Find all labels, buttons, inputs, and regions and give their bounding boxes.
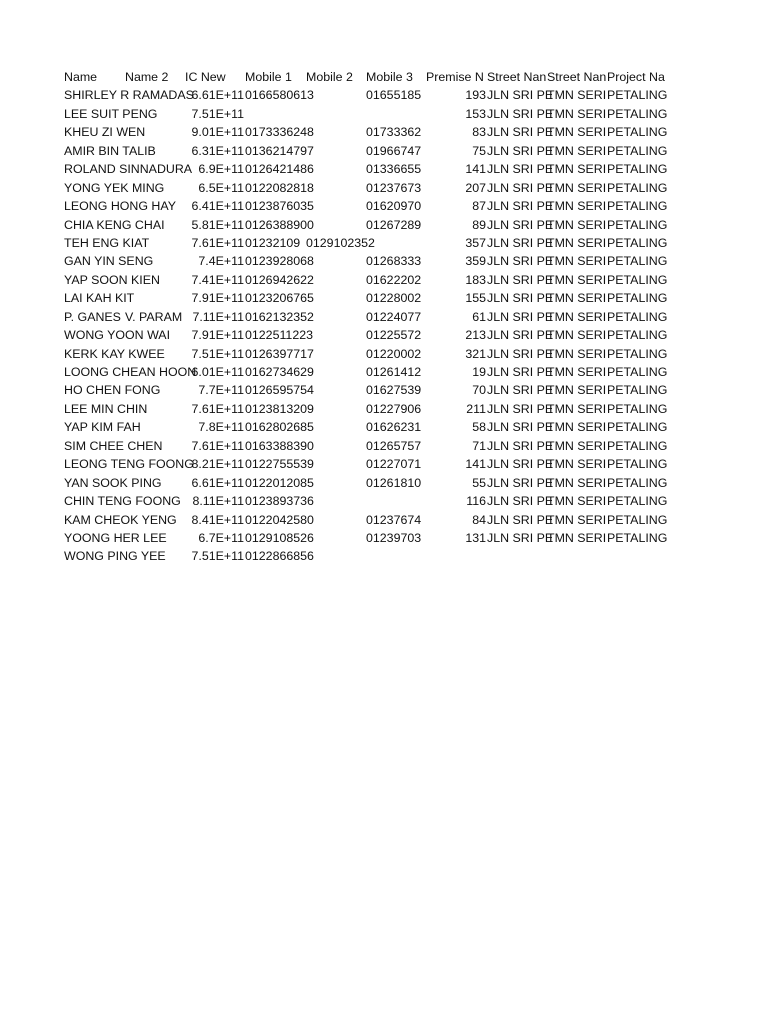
cell-ic-new: 7.11E+11 [192,309,244,324]
cell-street-name-2: TMN SERI [547,494,607,509]
cell-street-name-2: TMN SERI [547,125,607,140]
cell-project-name: PETALING [607,494,668,509]
cell-street-name-2: TMN SERI [547,143,607,158]
cell-premise [426,547,486,565]
cell-mobile-3: 01733362 [366,125,422,140]
cell-ic-new: 7.91E+11 [191,291,244,306]
cell-mobile-1: 0126942622 [245,272,314,287]
header-mobile-2: Mobile 2 [306,70,353,84]
cell-mobile-1: 0129108526 [245,530,314,545]
header-street-name-1: Street Nan [487,70,547,84]
cell-name-2 [125,289,189,307]
cell-street-name-2: TMN SERI [547,420,607,435]
cell-name: LEE MIN CHIN [64,401,148,416]
cell-mobile-3: 01267289 [366,217,422,232]
cell-mobile-3: 01261810 [366,475,422,490]
cell-project-name: PETALING [607,162,668,177]
cell-name-2 [125,123,189,141]
cell-ic-new: 7.51E+11 [191,346,244,361]
cell-premise: 207 [465,180,486,195]
cell-mobile-1: 0162734629 [245,365,314,379]
cell-premise: 131 [465,530,486,545]
cell-name: P. GANES [64,309,121,324]
cell-project-name: PETALING [607,457,668,472]
cell-premise: 87 [472,199,486,214]
cell-mobile-2 [306,160,366,178]
cell-premise: 61 [472,309,486,324]
cell-premise: 183 [465,272,486,287]
cell-name-2 [125,197,189,215]
cell-name: YAP KIM FAH [64,420,141,435]
cell-name-2 [125,418,189,436]
cell-mobile-3: 01227906 [366,401,422,416]
cell-name: LEE SUIT PENG [64,106,158,121]
cell-ic-new: 6.01E+11 [191,365,244,379]
cell-name-2 [125,547,189,565]
cell-premise: 213 [465,328,486,343]
cell-street-name-1: JLN SRI PE [487,512,554,527]
cell-mobile-1: 0122511223 [245,328,313,343]
header-name: Name [64,70,98,84]
cell-street-name-1: JLN SRI PE [487,530,554,545]
cell-mobile-1: 0126595754 [245,383,314,398]
cell-premise: 58 [472,420,486,435]
cell-mobile-1: 0122042580 [245,512,314,527]
cell-street-name-1: JLN SRI PE [487,106,554,121]
table-row [64,381,674,399]
cell-name: HO CHEN FONG [64,383,161,398]
table-row [64,326,674,344]
cell-ic-new: 5.81E+11 [191,217,244,232]
cell-ic-new: 9.01E+11 [191,125,244,140]
cell-ic-new: 7.41E+11 [191,272,244,287]
cell-project-name: PETALING [607,346,668,361]
cell-street-name-2: TMN SERI [547,365,607,379]
cell-mobile-3: 01227071 [366,457,422,472]
cell-premise: 116 [466,494,486,509]
cell-premise: 321 [465,346,486,361]
cell-ic-new: 7.7E+11 [198,383,244,398]
cell-name-2 [125,511,189,529]
cell-project-name: PETALING [607,420,668,435]
cell-project-name: PETALING [607,401,668,416]
cell-mobile-1: 0126421486 [245,162,314,177]
cell-name: CHIA KENG CHAI [64,217,165,232]
cell-mobile-3: 01220002 [366,346,422,361]
cell-name-2 [125,474,189,492]
header-ic-new: IC New [185,70,226,84]
cell-mobile-2 [306,455,366,473]
cell-mobile-1: 0123876035 [245,199,314,214]
cell-name: LOONG CHEAN HOON [64,365,197,379]
cell-street-name-2: TMN SERI [547,199,607,214]
cell-mobile-2 [306,179,366,197]
cell-mobile-1: 0126397717 [245,346,314,361]
cell-street-name-2: TMN SERI [547,475,607,490]
header-mobile-3: Mobile 3 [366,70,413,84]
cell-premise: 357 [465,235,486,250]
cell-mobile-1: 0123813209 [245,401,314,416]
cell-mobile-3: 01336655 [366,162,422,177]
cell-premise: 75 [472,143,486,158]
cell-street-name-1: JLN SRI PE [487,88,554,103]
header-mobile-1: Mobile 1 [245,70,292,84]
cell-street-name-1: JLN SRI PE [487,291,554,306]
cell-street-name-2: TMN SERI [547,254,607,269]
cell-mobile-2 [306,437,366,455]
cell-mobile-1: 0122755539 [245,457,314,472]
cell-mobile-2 [306,142,366,160]
cell-mobile-1: 0136214797 [245,143,314,158]
cell-street-name-1 [487,547,547,565]
cell-street-name-2: TMN SERI [547,217,607,232]
cell-mobile-3: 01265757 [366,438,422,453]
header-project-name: Project Na [607,70,665,84]
cell-mobile-3: 01225572 [366,328,422,343]
table-row [64,105,674,123]
cell-name: CHIN TENG FOONG [64,494,181,509]
cell-street-name-2: TMN SERI [547,401,607,416]
table-row [64,400,674,418]
cell-name: TEH ENG KIAT [64,235,150,250]
cell-name-2 [125,529,189,547]
cell-mobile-3: 01228002 [366,291,422,306]
cell-premise: 193 [465,88,486,103]
cell-mobile-3: 01261412 [366,365,422,379]
cell-project-name [607,547,670,565]
table-row [64,289,674,307]
cell-name-2 [125,252,189,270]
cell-project-name: PETALING [607,512,668,527]
cell-street-name-1: JLN SRI PE [487,401,554,416]
table-row [64,252,674,270]
cell-premise: 153 [465,106,486,121]
cell-name-2 [125,86,189,104]
cell-mobile-3: 01966747 [366,143,422,158]
cell-name-2 [125,234,189,252]
cell-name-2 [125,363,189,381]
cell-premise: 19 [472,365,486,379]
cell-street-name-2: TMN SERI [547,383,607,398]
cell-street-name-1: JLN SRI PE [487,180,554,195]
cell-street-name-2: TMN SERI [547,346,607,361]
cell-name-2 [125,492,189,510]
cell-mobile-2 [306,308,366,326]
table-row [64,86,674,104]
cell-ic-new: 7.61E+11 [191,401,244,416]
table-row [64,216,674,234]
header-street-name-2: Street Nan [547,70,607,84]
cell-premise: 141 [465,162,486,177]
cell-mobile-3: 01622202 [366,272,422,287]
cell-mobile-2 [306,105,366,123]
cell-name: KAM CHEOK YENG [64,512,177,527]
cell-street-name-2: TMN SERI [547,291,607,306]
cell-mobile-2 [306,326,366,344]
cell-street-name-1: JLN SRI PE [487,346,554,361]
cell-name: AMIR BIN TALIB [64,143,156,158]
cell-mobile-1: 0162132352 [245,309,314,324]
cell-mobile-2 [306,474,366,492]
cell-street-name-1: JLN SRI PE [487,309,554,324]
cell-mobile-3: 01620970 [366,199,422,214]
cell-name-2 [125,271,189,289]
cell-ic-new: 8.11E+11 [192,494,244,509]
table-row [64,529,674,547]
cell-mobile-1: 0123206765 [245,291,314,306]
cell-name: YOONG HER LEE [64,530,167,545]
cell-street-name-1: JLN SRI PE [487,143,554,158]
cell-premise: 141 [465,457,486,472]
cell-mobile-3 [366,547,426,565]
cell-mobile-2 [306,86,366,104]
cell-street-name-1: JLN SRI PE [487,494,554,509]
cell-street-name-1: JLN SRI PE [487,420,554,435]
cell-ic-new: 7.61E+11 [191,235,244,250]
cell-project-name: PETALING [607,254,668,269]
cell-mobile-3 [366,492,426,510]
cell-project-name: PETALING [607,309,668,324]
table-row [64,271,674,289]
cell-street-name-1: JLN SRI PE [487,199,554,214]
cell-street-name-1: JLN SRI PE [487,365,554,379]
cell-project-name: PETALING [607,438,668,453]
cell-name: ROLAND SINNADURA [64,162,193,177]
cell-project-name: PETALING [607,475,668,490]
header-row [64,68,674,86]
cell-mobile-1: 0122082818 [245,180,314,195]
cell-ic-new: 8.41E+11 [191,512,244,527]
cell-premise: 55 [472,475,486,490]
cell-street-name-2: TMN SERI [547,180,607,195]
cell-mobile-1: 0162802685 [245,420,314,435]
cell-ic-new: 6.31E+11 [191,143,244,158]
cell-mobile-3: 01237674 [366,512,422,527]
cell-project-name: PETALING [607,217,668,232]
cell-ic-new: 6.5E+11 [198,180,244,195]
cell-name: LEONG TENG FOONG [64,457,194,472]
cell-name-2 [125,142,189,160]
cell-name-2 [125,437,189,455]
cell-project-name: PETALING [607,291,668,306]
cell-mobile-2 [306,271,366,289]
cell-name: YONG YEK MING [64,180,165,195]
cell-name: SHIRLEY R RAMADAS [64,88,194,103]
cell-mobile-3: 01239703 [366,530,422,545]
cell-premise: 359 [465,254,486,269]
cell-mobile-3: 01655185 [366,88,422,103]
cell-mobile-1: 01232109 [245,235,301,250]
cell-ic-new: 6.41E+11 [191,199,244,214]
cell-street-name-1: JLN SRI PE [487,272,554,287]
cell-mobile-2 [306,418,366,436]
cell-name-2 [125,105,189,123]
cell-premise: 70 [472,383,486,398]
cell-name: WONG YOON WAI [64,328,171,343]
cell-street-name-2: TMN SERI [547,530,607,545]
cell-street-name-1: JLN SRI PE [487,217,554,232]
cell-mobile-2 [306,529,366,547]
cell-mobile-1: 0163388390 [245,438,314,453]
cell-mobile-3: 01626231 [366,420,422,435]
cell-street-name-2: TMN SERI [547,438,607,453]
cell-mobile-1: 0126388900 [245,217,314,232]
cell-mobile-1: 0123893736 [245,494,314,509]
cell-project-name: PETALING [607,125,668,140]
cell-ic-new: 7.8E+11 [198,420,244,435]
cell-street-name-1: JLN SRI PE [487,438,554,453]
cell-name: YAP SOON KIEN [64,272,160,287]
table-row [64,160,674,178]
table-row [64,363,674,381]
cell-street-name-2: TMN SERI [547,106,607,121]
cell-name: LEONG HONG HAY [64,199,176,214]
cell-project-name: PETALING [607,106,668,121]
table-row [64,123,674,141]
cell-mobile-1: 0166580613 [245,88,314,103]
cell-street-name-1: JLN SRI PE [487,457,554,472]
cell-project-name: PETALING [607,235,668,250]
cell-project-name: PETALING [607,328,668,343]
cell-name: YAN SOOK PING [64,475,162,490]
cell-street-name-2: TMN SERI [547,457,607,472]
table-row [64,437,674,455]
cell-name-2 [125,345,189,363]
cell-project-name: PETALING [607,199,668,214]
cell-street-name-1: JLN SRI PE [487,125,554,140]
cell-mobile-3: 01224077 [366,309,422,324]
cell-project-name: PETALING [607,143,668,158]
cell-street-name-1: JLN SRI PE [487,475,554,490]
cell-project-name: PETALING [607,530,668,545]
cell-mobile-3: 01237673 [366,180,422,195]
cell-ic-new: 7.91E+11 [191,328,244,343]
cell-mobile-2 [306,363,366,381]
cell-name-2 [125,455,189,473]
cell-name-2: V. PARAM [125,309,183,324]
cell-mobile-2 [306,400,366,418]
table-row [64,511,674,529]
cell-ic-new: 6.61E+11 [191,88,244,103]
cell-street-name-2: TMN SERI [547,235,607,250]
cell-mobile-2 [306,216,366,234]
cell-premise: 155 [465,291,486,306]
cell-mobile-1: 0173336248 [245,125,314,140]
header-premise: Premise N [426,70,484,84]
cell-premise: 211 [466,401,486,416]
cell-mobile-2 [306,123,366,141]
cell-name: KERK KAY KWEE [64,346,165,361]
table-row [64,308,674,326]
cell-premise: 84 [472,512,486,527]
cell-project-name: PETALING [607,88,668,103]
cell-project-name: PETALING [607,180,668,195]
cell-ic-new: 7.51E+11 [191,549,244,564]
table-row [64,197,674,215]
cell-mobile-3: 01627539 [366,383,422,398]
cell-mobile-1: 0122012085 [245,475,314,490]
cell-name: WONG PING YEE [64,549,166,564]
cell-name: KHEU ZI WEN [64,125,146,140]
cell-premise: 89 [472,217,486,232]
cell-name-2 [125,179,189,197]
cell-name-2 [125,326,189,344]
cell-street-name-1: JLN SRI PE [487,162,554,177]
cell-street-name-2: TMN SERI [547,162,607,177]
cell-mobile-2 [306,511,366,529]
cell-mobile-2 [306,289,366,307]
cell-project-name: PETALING [607,383,668,398]
cell-project-name: PETALING [607,272,668,287]
cell-mobile-3: 01268333 [366,254,422,269]
cell-street-name-1: JLN SRI PE [487,328,554,343]
cell-ic-new: 6.7E+11 [198,530,244,545]
cell-ic-new: 8.21E+11 [191,457,244,472]
cell-premise: 71 [472,438,486,453]
cell-street-name-2: TMN SERI [547,309,607,324]
table-row [64,418,674,436]
cell-ic-new: 7.61E+11 [191,438,244,453]
spreadsheet-grid [64,68,674,566]
cell-mobile-2 [306,345,366,363]
cell-mobile-2 [306,197,366,215]
cell-name: LAI KAH KIT [64,291,135,306]
cell-street-name-2: TMN SERI [547,88,607,103]
table-row [64,234,674,252]
cell-ic-new: 7.51E+11 [191,106,244,121]
cell-street-name-1: JLN SRI PE [487,383,554,398]
cell-street-name-1: JLN SRI PE [487,254,554,269]
cell-mobile-2 [306,381,366,399]
table-row [64,492,674,510]
cell-mobile-2 [306,252,366,270]
table-row [64,455,674,473]
cell-street-name-1: JLN SRI PE [487,235,554,250]
cell-name-2 [125,216,189,234]
cell-name: GAN YIN SENG [64,254,154,269]
cell-mobile-2: 0129102352 [306,235,375,250]
cell-street-name-2: TMN SERI [547,272,607,287]
cell-name-2 [125,400,189,418]
cell-mobile-1: 0123928068 [245,254,314,269]
cell-ic-new: 7.4E+11 [198,254,244,269]
cell-project-name: PETALING [607,365,668,379]
cell-mobile-3 [366,105,426,123]
cell-name-2 [125,381,189,399]
table-row [64,142,674,160]
table-row [64,345,674,363]
cell-mobile-3 [366,234,426,252]
cell-street-name-2: TMN SERI [547,512,607,527]
cell-street-name-2 [547,547,607,565]
header-name-2: Name 2 [125,70,169,84]
cell-mobile-1: 0122866856 [245,549,314,564]
table-row [64,547,674,565]
cell-name-2 [125,160,189,178]
cell-mobile-2 [306,492,366,510]
table-row [64,474,674,492]
cell-mobile-2 [306,547,366,565]
table-row [64,179,674,197]
cell-name: SIM CHEE CHEN [64,438,163,453]
table-body [64,86,674,565]
cell-ic-new: 6.9E+11 [198,162,244,177]
cell-premise: 83 [472,125,486,140]
cell-street-name-2: TMN SERI [547,328,607,343]
cell-ic-new: 6.61E+11 [191,475,244,490]
